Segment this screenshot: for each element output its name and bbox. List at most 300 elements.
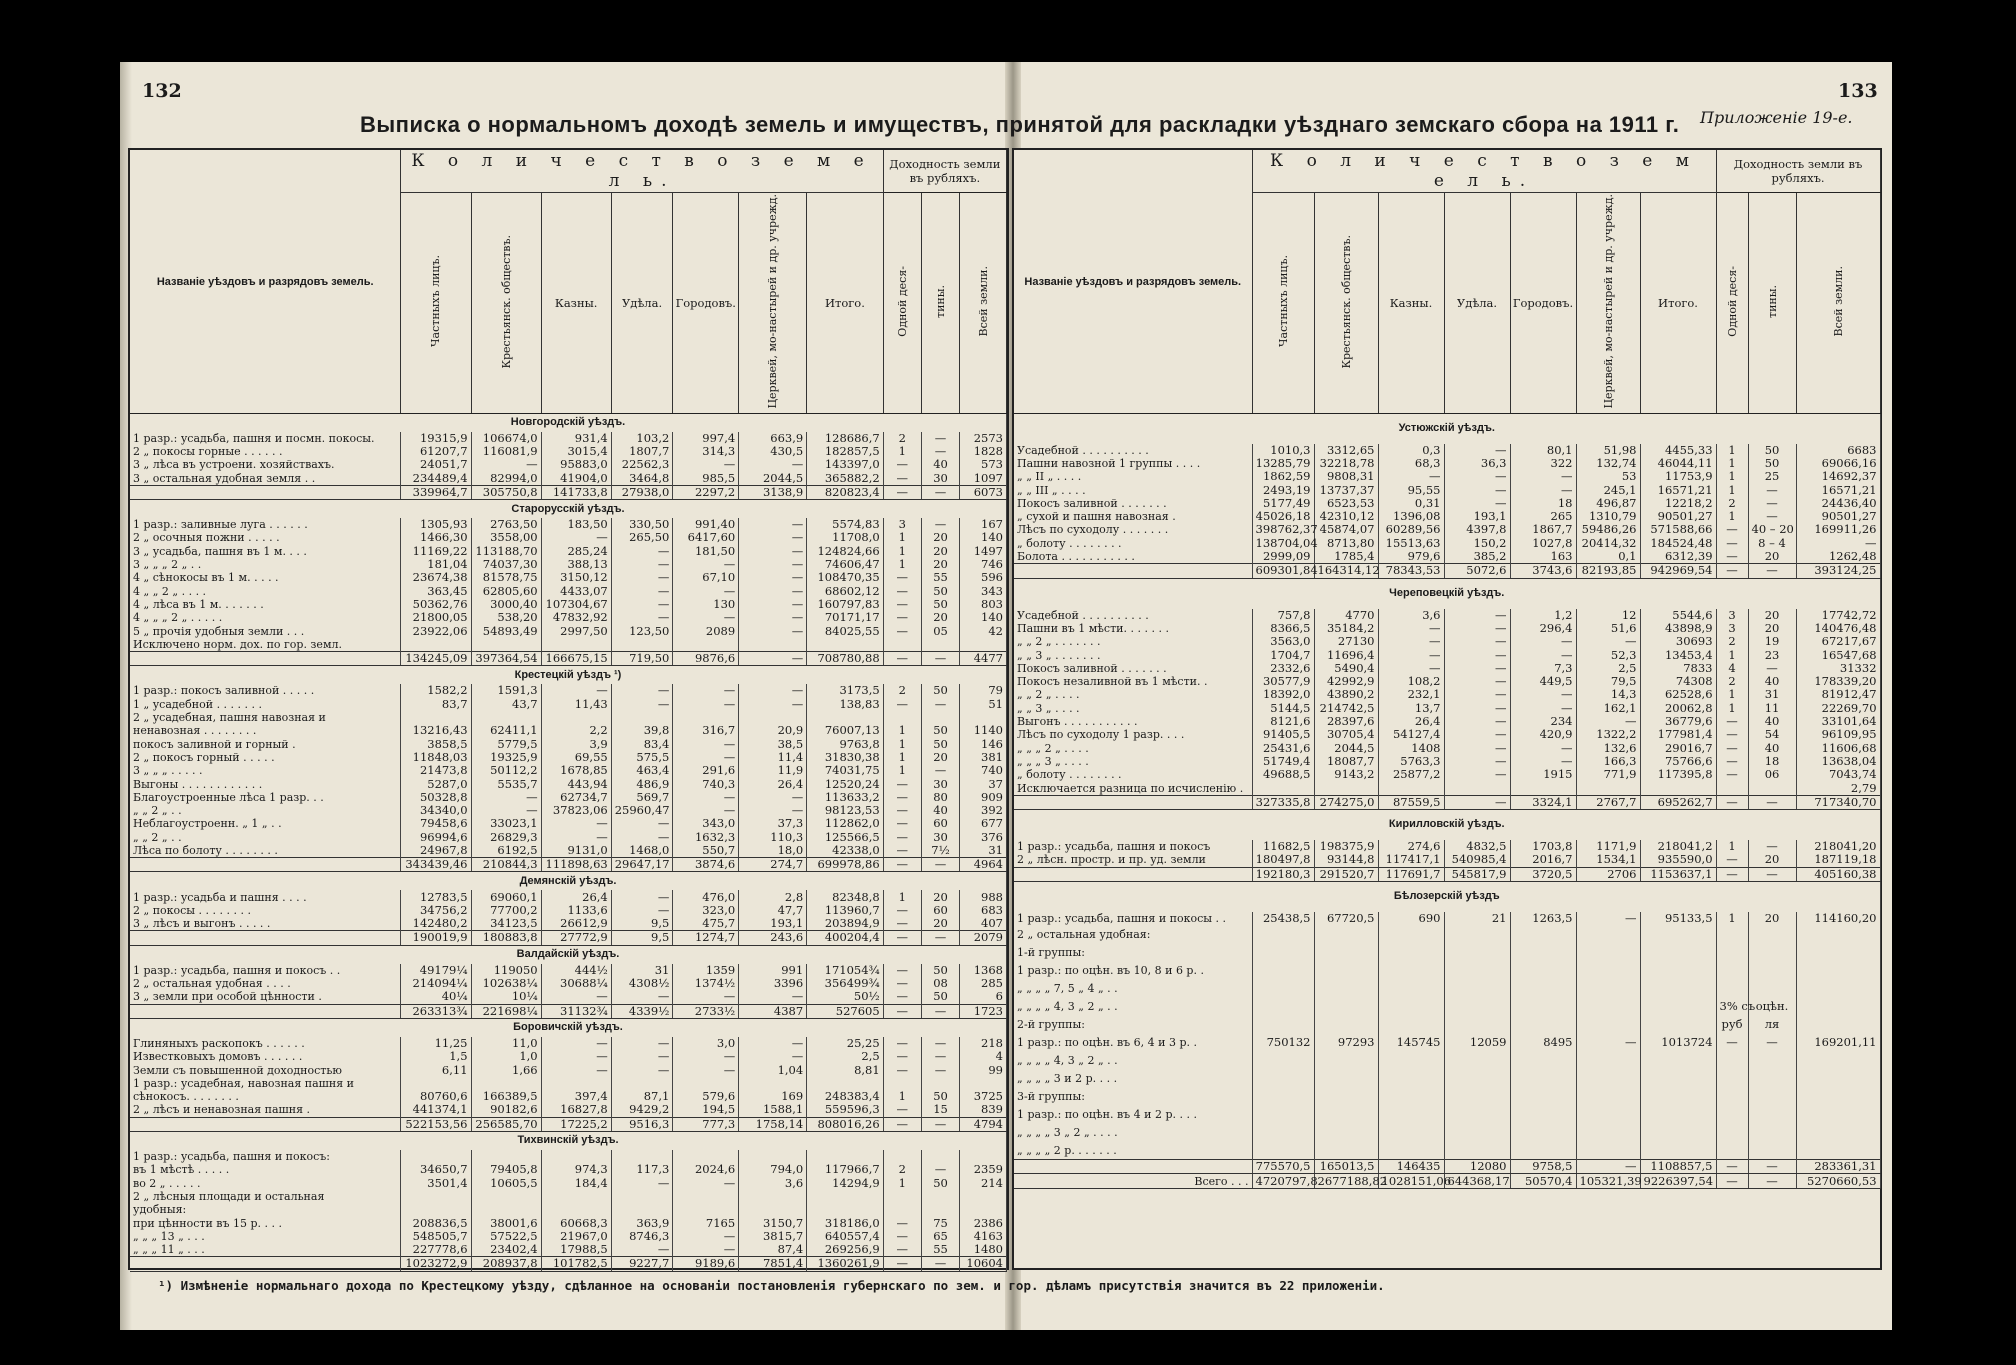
- table-cell: —: [611, 1243, 673, 1257]
- table-cell: 13285,79: [1252, 457, 1314, 470]
- table-cell: 644368,17: [1444, 1174, 1510, 1188]
- table-cell: —: [883, 585, 921, 598]
- treasury-column-header: Казны.: [1378, 193, 1444, 414]
- row-label: 1 разр.: усадьба, пашня и покосъ: [1014, 840, 1252, 853]
- table-row: [130, 1063, 1007, 1076]
- table-cell: 717340,70: [1796, 795, 1880, 809]
- table-cell: 214: [960, 1177, 1007, 1190]
- row-label: „ болоту . . . . . . . .: [1014, 537, 1252, 550]
- table-cell: —: [673, 698, 739, 711]
- table-cell: 95133,5: [1640, 912, 1716, 925]
- table-cell: 1: [883, 751, 921, 764]
- table-cell: 3324,1: [1510, 795, 1576, 809]
- table-cell: 400204,4: [807, 931, 884, 945]
- row-label: 3 „ „ „ 2 „ . .: [130, 558, 401, 571]
- table-cell: [1378, 997, 1444, 1015]
- table-cell: —: [883, 1050, 921, 1063]
- table-cell: 218041,2: [1640, 840, 1716, 853]
- row-label: Исключено норм. дох. по гор. земл.: [130, 638, 401, 652]
- table-cell: —: [883, 917, 921, 931]
- table-cell: 11,25: [401, 1037, 471, 1050]
- table-cell: [960, 638, 1007, 652]
- row-label: [1014, 795, 1252, 809]
- table-cell: —: [921, 858, 959, 872]
- table-cell: 6417,60: [673, 531, 739, 544]
- table-cell: —: [883, 652, 921, 666]
- table-cell: 256585,70: [471, 1117, 541, 1131]
- table-cell: 74308: [1640, 675, 1716, 688]
- table-cell: 2044,5: [1314, 741, 1378, 754]
- table-cell: 30: [921, 471, 959, 485]
- table-cell: [401, 638, 471, 652]
- table-cell: 1305,93: [401, 518, 471, 531]
- table-cell: [807, 1077, 884, 1090]
- table-cell: 4397,8: [1444, 523, 1510, 536]
- table-cell: —: [1716, 795, 1748, 809]
- table-cell: 80760,6: [401, 1090, 471, 1103]
- table-cell: —: [673, 1230, 739, 1243]
- table-cell: 5072,6: [1444, 564, 1510, 578]
- table-cell: —: [883, 804, 921, 817]
- table-cell: 1,0: [471, 1050, 541, 1063]
- table-cell: 7043,74: [1796, 768, 1880, 781]
- right-page-number: 133: [1838, 80, 1878, 102]
- table-cell: 527605: [807, 1004, 884, 1018]
- table-cell: —: [673, 585, 739, 598]
- row-label: 2-й группы:: [1014, 1015, 1252, 1033]
- table-cell: —: [883, 1257, 921, 1271]
- table-cell: 76007,13: [807, 724, 884, 737]
- table-cell: 2359: [960, 1163, 1007, 1176]
- table-row: [1014, 741, 1880, 754]
- table-cell: 15: [921, 1103, 959, 1117]
- row-label: „ сухой и пашня навозная .: [1014, 510, 1252, 523]
- table-cell: 269256,9: [807, 1243, 884, 1257]
- table-row: [1014, 1087, 1880, 1105]
- table-cell: 42: [960, 624, 1007, 637]
- table-cell: 475,7: [673, 917, 739, 931]
- table-cell: [1378, 1069, 1444, 1087]
- table-cell: 3,6: [739, 1177, 807, 1190]
- table-cell: [1576, 943, 1640, 961]
- table-cell: 11606,68: [1796, 741, 1880, 754]
- table-cell: 1704,7: [1252, 648, 1314, 661]
- table-cell: 3464,8: [611, 471, 673, 485]
- table-cell: [1640, 961, 1716, 979]
- table-cell: —: [1444, 497, 1510, 510]
- table-cell: [1716, 1105, 1748, 1123]
- table-cell: 4163: [960, 1230, 1007, 1243]
- table-cell: [1640, 1015, 1716, 1033]
- row-label: покосъ заливной и горный .: [130, 737, 401, 750]
- table-cell: 62734,7: [541, 791, 611, 804]
- table-cell: [739, 1150, 807, 1163]
- table-cell: 609301,84: [1252, 564, 1314, 578]
- table-cell: 4794: [960, 1117, 1007, 1131]
- table-cell: —: [1444, 635, 1510, 648]
- table-row: [130, 624, 1007, 637]
- table-cell: 70171,17: [807, 611, 884, 624]
- table-cell: [1314, 1105, 1378, 1123]
- table-cell: 1480: [960, 1243, 1007, 1257]
- table-cell: 1534,1: [1576, 853, 1640, 867]
- table-cell: 2767,7: [1576, 795, 1640, 809]
- table-cell: [921, 1077, 959, 1090]
- row-label: „ „ „ 11 „ . . .: [130, 1243, 401, 1257]
- footnote: ¹) Измѣненіе нормальнаго дохода по Крестецкому уѣзду, сдѣланное на основаніи постановленія губернскаго по зем. и гор. дѣламъ присутствія значится въ 22 приложеніи.: [158, 1278, 1385, 1293]
- table-cell: 1: [1716, 840, 1748, 853]
- total-row: [1014, 795, 1880, 809]
- table-cell: [883, 1150, 921, 1163]
- table-cell: —: [1378, 635, 1444, 648]
- table-cell: 559596,3: [807, 1103, 884, 1117]
- table-cell: [1252, 997, 1314, 1015]
- table-cell: 8 – 4: [1748, 537, 1796, 550]
- table-row: [1014, 1123, 1880, 1141]
- table-cell: —: [1748, 795, 1796, 809]
- table-row: [1014, 648, 1880, 661]
- table-cell: 6,11: [401, 1063, 471, 1076]
- table-cell: [739, 711, 807, 724]
- table-cell: 54127,4: [1378, 728, 1444, 741]
- table-cell: 1097: [960, 471, 1007, 485]
- table-cell: 463,4: [611, 764, 673, 777]
- table-cell: [471, 638, 541, 652]
- lands-group-header: К о л и ч е с т в о з е м е л ь.: [1252, 150, 1716, 193]
- table-cell: —: [1716, 867, 1748, 881]
- table-cell: —: [1444, 795, 1510, 809]
- row-label: удобныя:: [130, 1203, 401, 1216]
- table-cell: —: [739, 652, 807, 666]
- table-row: [1014, 755, 1880, 768]
- table-cell: [1378, 1123, 1444, 1141]
- table-cell: 227778,6: [401, 1243, 471, 1257]
- table-cell: 942969,54: [1640, 564, 1716, 578]
- table-cell: —: [611, 545, 673, 558]
- table-row: [130, 904, 1007, 917]
- table-cell: 68,3: [1378, 457, 1444, 470]
- table-row: [1014, 1141, 1880, 1160]
- table-cell: 27130: [1314, 635, 1378, 648]
- peasant-column-header: Крестьянск. обществъ.: [1314, 193, 1378, 414]
- table-row: [130, 1216, 1007, 1229]
- table-row: [1014, 675, 1880, 688]
- table-cell: 141733,8: [541, 485, 611, 499]
- table-cell: 146: [960, 737, 1007, 750]
- table-cell: —: [1510, 755, 1576, 768]
- table-cell: 719,50: [611, 652, 673, 666]
- table-cell: —: [883, 1117, 921, 1131]
- table-cell: 34756,2: [401, 904, 471, 917]
- row-label: Пашни навозной 1 группы . . . .: [1014, 457, 1252, 470]
- table-cell: 75: [921, 1216, 959, 1229]
- table-row: [1014, 550, 1880, 564]
- row-label: „ „ „ „ 4, 3 „ 2 „ . .: [1014, 1051, 1252, 1069]
- table-cell: [1748, 943, 1796, 961]
- all-land-column-header: Всей земли.: [960, 193, 1007, 414]
- row-label: Лѣсъ по суходолу . . . . . . .: [1014, 523, 1252, 536]
- table-cell: 2: [1716, 675, 1748, 688]
- table-cell: —: [739, 611, 807, 624]
- table-cell: [1252, 1015, 1314, 1033]
- table-cell: 06: [1748, 768, 1796, 781]
- table-cell: 9189,6: [673, 1257, 739, 1271]
- table-cell: —: [1716, 1174, 1748, 1188]
- row-label: 3 „ земли при особой цѣнности .: [130, 990, 401, 1004]
- table-cell: [541, 638, 611, 652]
- name-column-header: Названіе уѣздовъ и разрядовъ земель.: [130, 150, 401, 413]
- table-cell: —: [883, 571, 921, 584]
- table-cell: —: [673, 558, 739, 571]
- table-cell: 5763,3: [1378, 755, 1444, 768]
- table-cell: —: [883, 1230, 921, 1243]
- table-cell: 169201,11: [1796, 1033, 1880, 1051]
- table-cell: 50328,8: [401, 791, 471, 804]
- row-label: [130, 1257, 401, 1271]
- table-cell: [1510, 961, 1576, 979]
- table-cell: [611, 1203, 673, 1216]
- table-cell: 9226397,54: [1640, 1174, 1716, 1188]
- table-cell: 31332: [1796, 662, 1880, 675]
- table-cell: 1,04: [739, 1063, 807, 1076]
- table-cell: 23402,4: [471, 1243, 541, 1257]
- total-row: [1014, 867, 1880, 881]
- table-cell: —: [883, 1243, 921, 1257]
- table-row: [130, 1150, 1007, 1163]
- table-cell: 545817,9: [1444, 867, 1510, 881]
- table-cell: 820823,4: [807, 485, 884, 499]
- table-cell: [1444, 781, 1510, 795]
- table-cell: 11,9: [739, 764, 807, 777]
- table-cell: [673, 1203, 739, 1216]
- table-cell: —: [1748, 510, 1796, 523]
- table-cell: 1010,3: [1252, 444, 1314, 457]
- table-cell: 8713,80: [1314, 537, 1378, 550]
- table-row: [1014, 925, 1880, 943]
- table-cell: 1915: [1510, 768, 1576, 781]
- table-cell: 12: [1576, 609, 1640, 622]
- table-cell: 757,8: [1252, 609, 1314, 622]
- table-cell: —: [921, 931, 959, 945]
- table-cell: 991,40: [673, 518, 739, 531]
- table-cell: 573: [960, 458, 1007, 471]
- table-cell: 3: [1716, 622, 1748, 635]
- table-cell: 96109,95: [1796, 728, 1880, 741]
- table-cell: [1716, 1087, 1748, 1105]
- table-cell: 117966,7: [807, 1163, 884, 1176]
- table-cell: [611, 1150, 673, 1163]
- table-cell: —: [611, 684, 673, 697]
- table-cell: 18087,7: [1314, 755, 1378, 768]
- table-cell: —: [883, 1063, 921, 1076]
- table-cell: 193,1: [1444, 510, 1510, 523]
- table-cell: 397,4: [541, 1090, 611, 1103]
- table-cell: —: [1444, 755, 1510, 768]
- table-cell: 24436,40: [1796, 497, 1880, 510]
- table-cell: —: [883, 831, 921, 844]
- table-cell: 162,1: [1576, 702, 1640, 715]
- table-cell: 69066,16: [1796, 457, 1880, 470]
- table-cell: [1252, 1069, 1314, 1087]
- table-cell: 21473,8: [401, 764, 471, 777]
- table-cell: [1796, 979, 1880, 997]
- table-cell: —: [1716, 755, 1748, 768]
- row-label: „ „ II „ . . . .: [1014, 470, 1252, 483]
- table-row: [1014, 943, 1880, 961]
- table-cell: 314,3: [673, 445, 739, 458]
- table-cell: —: [921, 1063, 959, 1076]
- row-label: [130, 485, 401, 499]
- table-cell: —: [739, 624, 807, 637]
- row-label: Всего . . .: [1014, 1174, 1252, 1188]
- table-cell: 2332,6: [1252, 662, 1314, 675]
- table-cell: [1748, 1069, 1796, 1087]
- district-header-row: [1014, 881, 1880, 912]
- row-label: Неблагоустроенн. „ 1 „ . .: [130, 817, 401, 830]
- table-cell: 11169,22: [401, 545, 471, 558]
- table-cell: —: [1444, 741, 1510, 754]
- table-cell: 9,5: [611, 917, 673, 931]
- table-cell: 0,3: [1378, 444, 1444, 457]
- table-cell: [1796, 1087, 1880, 1105]
- table-cell: 935590,0: [1640, 853, 1716, 867]
- table-cell: [1378, 1087, 1444, 1105]
- table-cell: 690: [1378, 912, 1444, 925]
- table-cell: 43898,9: [1640, 622, 1716, 635]
- table-cell: 1027,8: [1510, 537, 1576, 550]
- table-cell: [673, 711, 739, 724]
- table-cell: [1510, 1105, 1576, 1123]
- row-label: Покосъ незаливной въ 1 мѣсти. .: [1014, 675, 1252, 688]
- district-name: Крестецкій уѣздъ ¹): [130, 666, 1007, 685]
- table-cell: 20: [1748, 853, 1796, 867]
- table-cell: —: [471, 804, 541, 817]
- table-cell: 32218,78: [1314, 457, 1378, 470]
- table-cell: —: [611, 571, 673, 584]
- table-cell: [1378, 1051, 1444, 1069]
- table-cell: 234: [1510, 715, 1576, 728]
- table-cell: 20062,8: [1640, 702, 1716, 715]
- left-page-table: [128, 148, 1009, 1270]
- table-cell: 165013,5: [1314, 1160, 1378, 1174]
- table-cell: 95883,0: [541, 458, 611, 471]
- table-cell: —: [541, 1050, 611, 1063]
- all-land-column-header: Всей земли.: [1796, 193, 1880, 414]
- table-cell: 49179¼: [401, 964, 471, 977]
- table-cell: [1314, 997, 1378, 1015]
- table-cell: руб: [1716, 1015, 1748, 1033]
- row-label: „ „ 3 „ . . . .: [1014, 702, 1252, 715]
- table-cell: [1252, 781, 1314, 795]
- district-name: Бѣлозерскій уѣздъ: [1014, 881, 1880, 912]
- table-cell: [541, 1190, 611, 1203]
- table-row: [130, 917, 1007, 931]
- table-cell: 2999,09: [1252, 550, 1314, 564]
- table-row: [1014, 781, 1880, 795]
- table-cell: 1466,30: [401, 531, 471, 544]
- table-cell: 985,5: [673, 471, 739, 485]
- table-cell: 1591,3: [471, 684, 541, 697]
- table-cell: 2024,6: [673, 1163, 739, 1176]
- table-cell: —: [1748, 1033, 1796, 1051]
- table-cell: 2: [883, 432, 921, 445]
- table-cell: 180883,8: [471, 931, 541, 945]
- table-row: [130, 698, 1007, 711]
- table-cell: 3815,7: [739, 1230, 807, 1243]
- table-cell: 740,3: [673, 777, 739, 790]
- table-cell: 67217,67: [1796, 635, 1880, 648]
- table-cell: [1716, 1123, 1748, 1141]
- table-cell: 221698¼: [471, 1004, 541, 1018]
- table-cell: 19315,9: [401, 432, 471, 445]
- table-cell: 41904,0: [541, 471, 611, 485]
- table-cell: 385,2: [1444, 550, 1510, 564]
- table-cell: [1444, 1051, 1510, 1069]
- table-cell: 08: [921, 977, 959, 990]
- row-label: Известковыхъ домовъ . . . . . .: [130, 1050, 401, 1063]
- table-cell: 80: [921, 791, 959, 804]
- table-cell: [1378, 979, 1444, 997]
- one-des-column-header: Одной деся-: [883, 193, 921, 414]
- table-cell: [471, 1077, 541, 1090]
- table-cell: —: [739, 558, 807, 571]
- table-cell: 265: [1510, 510, 1576, 523]
- table-cell: [1716, 925, 1748, 943]
- table-cell: 8366,5: [1252, 622, 1314, 635]
- table-cell: 20414,32: [1576, 537, 1640, 550]
- table-cell: [1510, 781, 1576, 795]
- table-cell: 13,7: [1378, 702, 1444, 715]
- table-cell: 979,6: [1378, 550, 1444, 564]
- table-cell: 1: [1716, 510, 1748, 523]
- table-cell: 997,4: [673, 432, 739, 445]
- table-cell: 117417,1: [1378, 853, 1444, 867]
- table-cell: [1640, 997, 1716, 1015]
- table-cell: 3% съ: [1716, 997, 1748, 1015]
- table-cell: [1510, 943, 1576, 961]
- table-cell: 3150,7: [739, 1216, 807, 1229]
- table-cell: 248383,4: [807, 1090, 884, 1103]
- table-cell: 42338,0: [807, 844, 884, 858]
- table-cell: 0,1: [1576, 550, 1640, 564]
- table-cell: [960, 1150, 1007, 1163]
- district-header-row: [130, 666, 1007, 685]
- table-cell: 19325,9: [471, 751, 541, 764]
- table-cell: 30688¼: [541, 977, 611, 990]
- table-cell: 2: [1716, 635, 1748, 648]
- table-cell: 540985,4: [1444, 853, 1510, 867]
- table-cell: 1: [1716, 444, 1748, 457]
- table-cell: —: [541, 831, 611, 844]
- table-cell: 1013724: [1640, 1033, 1716, 1051]
- table-row: [130, 1077, 1007, 1090]
- table-cell: 18: [1510, 497, 1576, 510]
- row-label: „ „ „ „ 2 р. . . . . . .: [1014, 1141, 1252, 1160]
- row-label: 5 „ прочія удобныя земли . . .: [130, 624, 401, 637]
- table-cell: 7½: [921, 844, 959, 858]
- district-name: Череповецкій уѣздъ.: [1014, 578, 1880, 609]
- table-cell: 50362,76: [401, 598, 471, 611]
- table-cell: 3396: [739, 977, 807, 990]
- table-cell: 130: [673, 598, 739, 611]
- table-row: [130, 890, 1007, 903]
- table-cell: 1497: [960, 545, 1007, 558]
- table-cell: 21800,05: [401, 611, 471, 624]
- table-cell: 3138,9: [739, 485, 807, 499]
- table-cell: 52,3: [1576, 648, 1640, 661]
- row-label: 3 „ усадьба, пашня въ 1 м. . . .: [130, 545, 401, 558]
- table-cell: —: [471, 791, 541, 804]
